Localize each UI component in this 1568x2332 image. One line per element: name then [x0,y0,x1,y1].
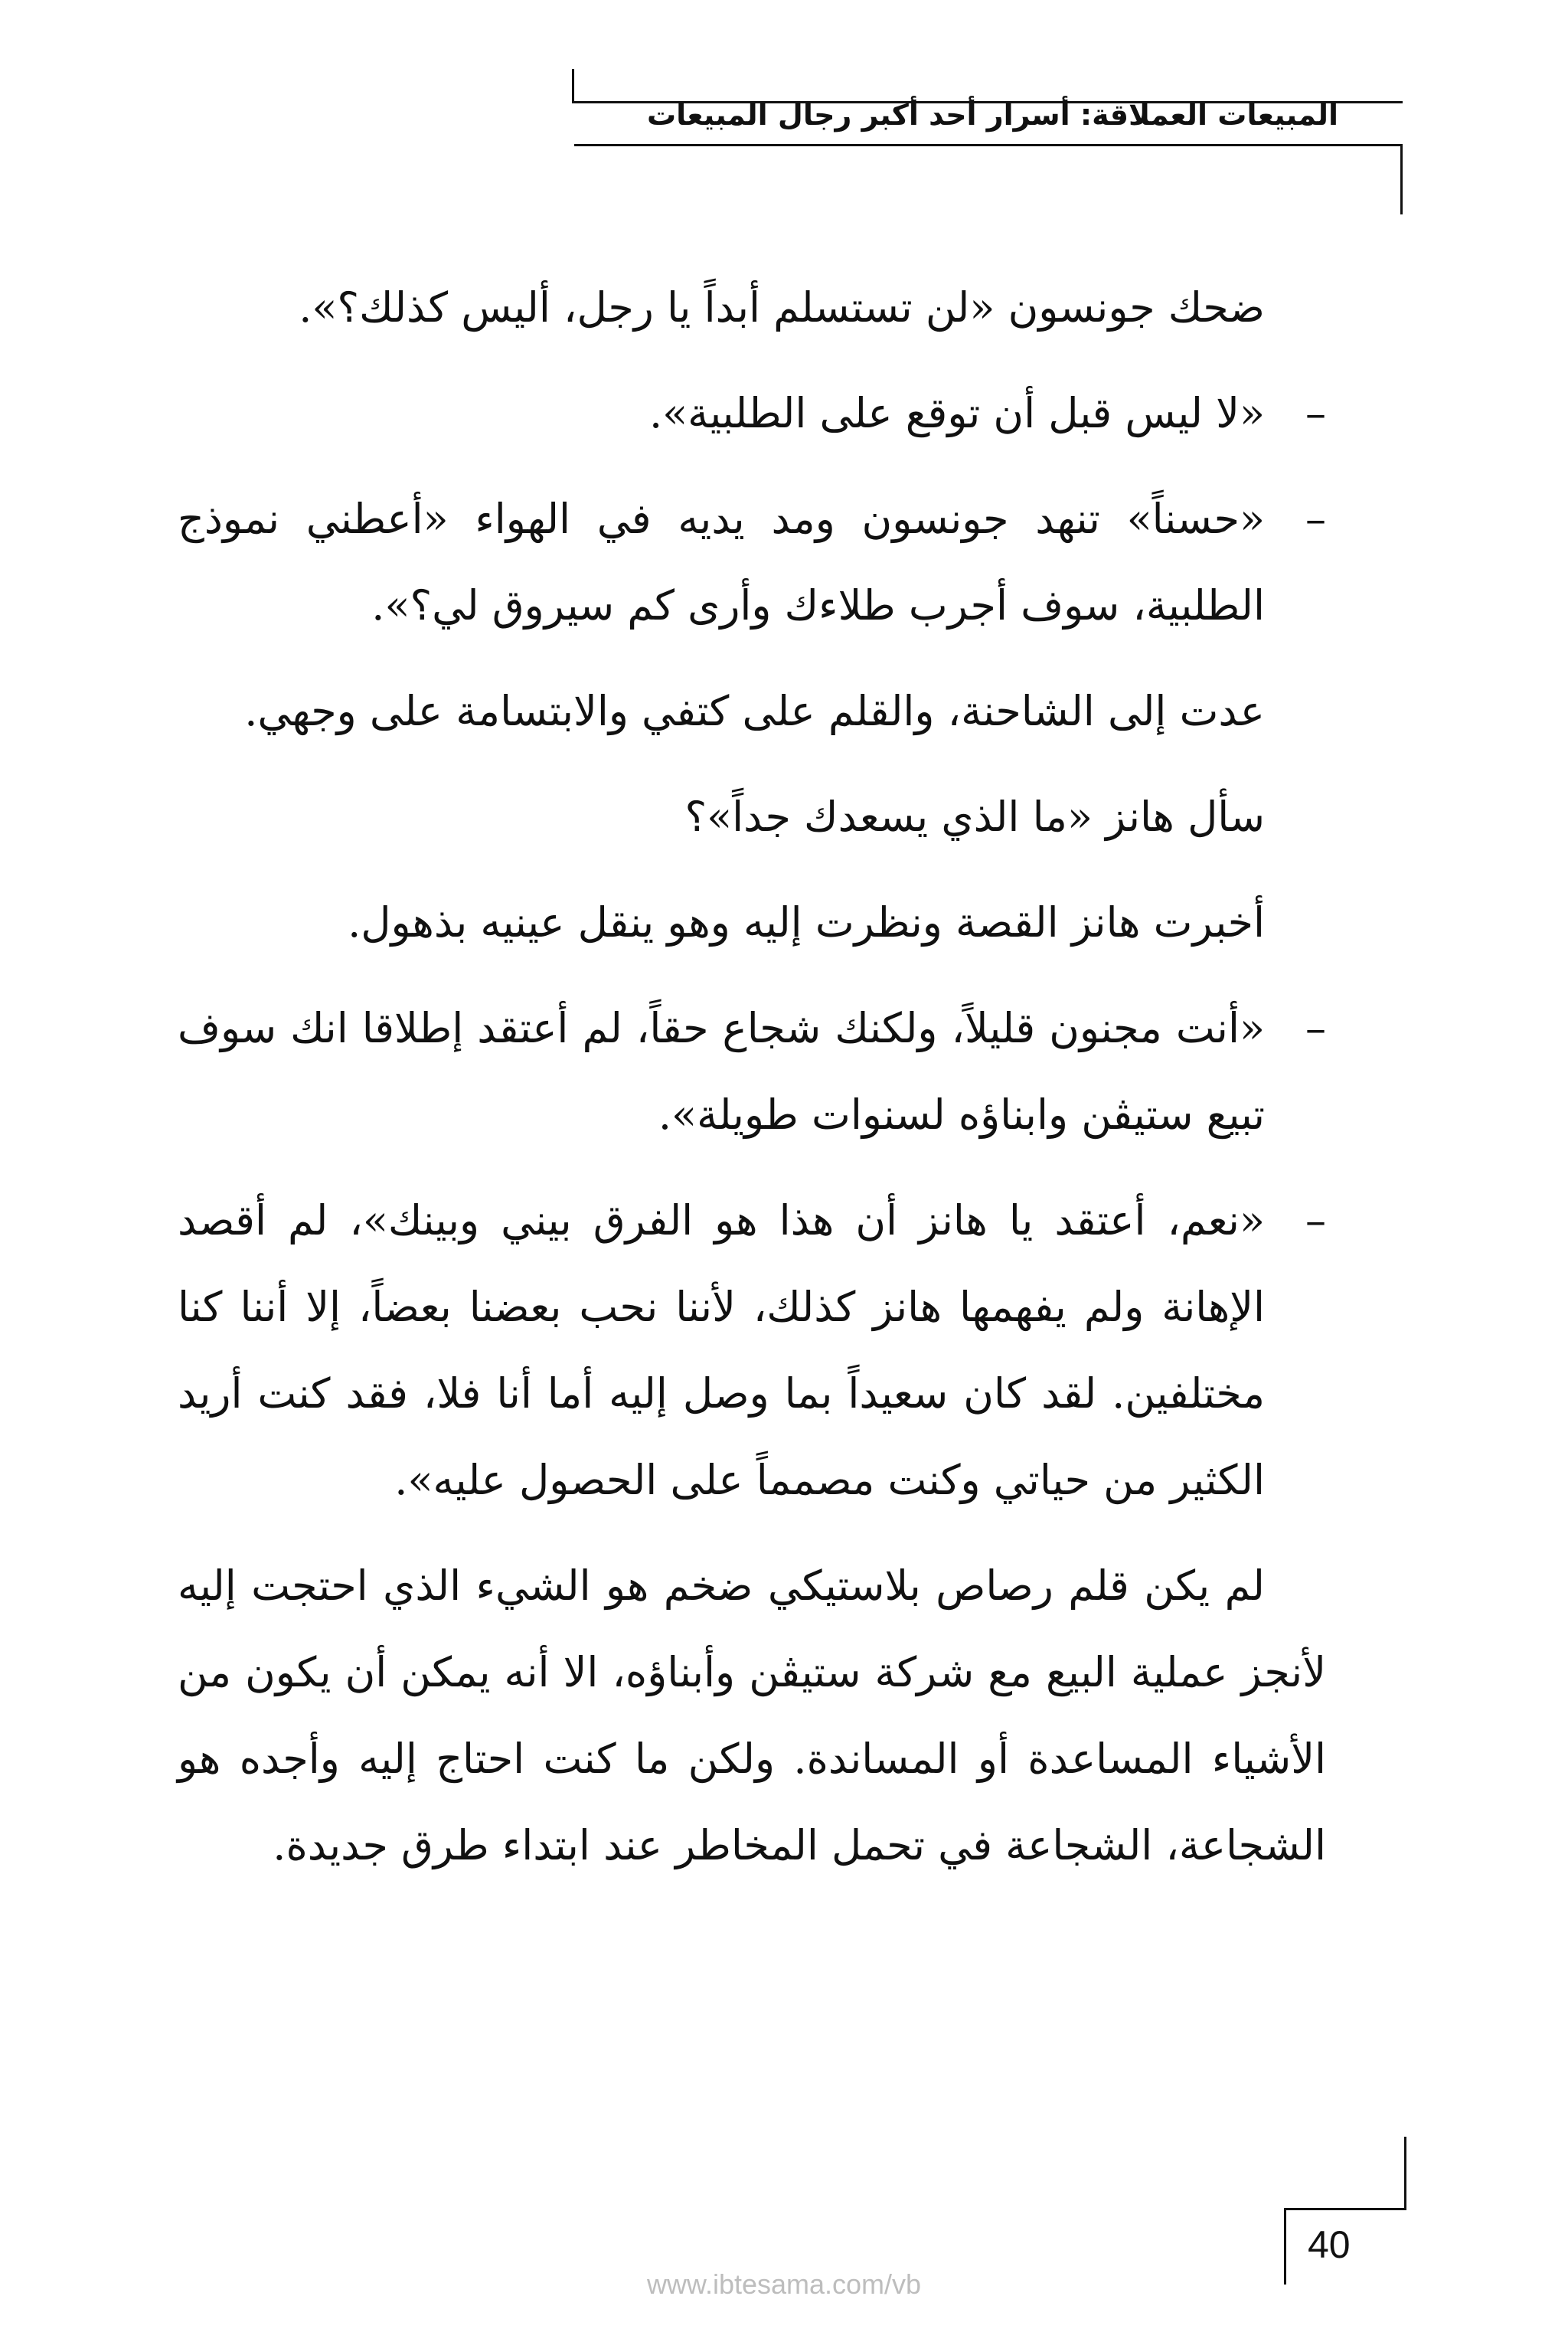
dialogue-line: – «حسناً» تنهد جونسون ومد يديه في الهواء «أعطني نموذج الطلبية، سوف أجرب طلاءك وأرى كم سيروق لي؟». [178,495,1326,630]
footer-url[interactable]: www.ibtesama.com/vb [646,2268,922,2300]
paragraph: لم يكن قلم رصاص بلاستيكي ضخم هو الشيء الذي احتجت إليه لأنجز عملية البيع مع شركة ستيڤن وأبناؤه، الا أنه يمكن أن يكون من الأشياء المساعدة أو المساندة. ولكن ما كنت احتاج إليه وأجده هو الشجاعة، الشجاعة في تحمل المخاطر عند ابتداء طرق جديدة. [178,1562,1326,1869]
paragraph: سأل هانز «ما الذي يسعدك جداً»؟ [684,793,1265,841]
paragraph: ضحك جونسون «لن تستسلم أبداً يا رجل، أليس كذلك؟». [299,283,1265,332]
paragraph: عدت إلى الشاحنة، والقلم على كتفي والابتسامة على وجهي. [244,687,1265,735]
paragraph: أخبرت هانز القصة ونظرت إليه وهو ينقل عينيه بذهول. [348,898,1265,947]
body-text [178,264,1326,1908]
header-rule-bottom [574,144,1403,146]
header-rule-right [1400,144,1403,214]
page-number: 40 [1308,2223,1351,2266]
page-frame-right [1404,2137,1406,2210]
running-header: المبيعات العملاقة: أسرار أحد أكبر رجال المبيعات [646,98,1338,132]
page-frame-top [1284,2208,1406,2210]
dialogue-line: – «لا ليس قبل أن توقع على الطلبية». [648,389,1326,437]
dialogue-line: – «أنت مجنون قليلاً، ولكنك شجاع حقاً، لم أعتقد إطلاقا انك سوف تبيع ستيڤن وابناؤه لسنوات طويلة». [178,1004,1326,1139]
header-rule-left [572,69,574,103]
dialogue-line: – «نعم، أعتقد يا هانز أن هذا هو الفرق بيني وبينك»، لم أقصد الإهانة ولم يفهمها هانز كذلك، لأننا نحب بعضنا بعضاً، إلا أننا كنا مختلفين. لقد كان سعيداً بما وصل إليه أما أنا فلا، فقد كنت أريد الكثير من حياتي وكنت مصمماً على الحصول عليه». [178,1196,1326,1504]
